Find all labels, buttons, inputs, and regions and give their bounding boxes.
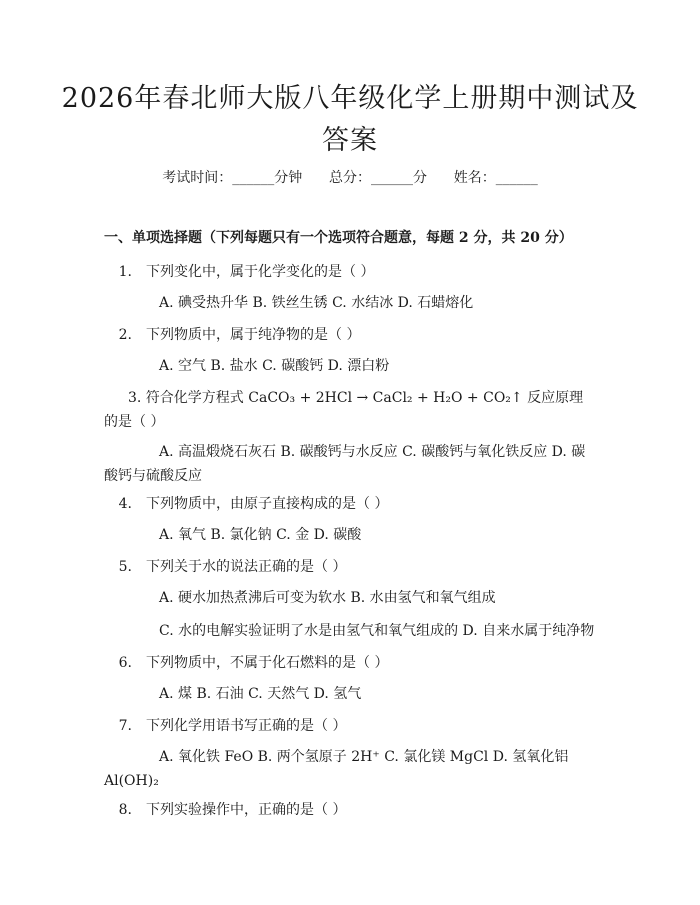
question-3: 3. 符合化学方程式 CaCO₃ + 2HCl → CaCl₂ + H₂O + CO₂↑ 反应原理的是（ ）	[104, 390, 584, 430]
question-7-options: A. 氧化铁 FeO B. 两个氢原子 2H⁺ C. 氯化镁 MgCl D. 氢氧化铝 Al(OH)₂	[104, 749, 569, 789]
question-3-options: A. 高温煅烧石灰石 B. 碳酸钙与水反应 C. 碳酸钙与氧化铁反应 D. 碳酸钙与硫酸反应	[104, 444, 586, 484]
question-2	[104, 325, 360, 345]
question-1-options: A. 碘受热升华 B. 铁丝生锈 C. 水结冰 D. 石蜡熔化	[159, 295, 474, 311]
question-number: 5.	[118, 559, 132, 575]
section-heading: 一、单项选择题（下列每题只有一个选项符合题意，每题 2 分，共 20 分）	[104, 230, 573, 246]
question-4-options: A. 氧气 B. 氯化钠 C. 金 D. 碳酸	[159, 527, 362, 543]
question-1	[104, 262, 374, 282]
question-6-options: A. 煤 B. 石油 C. 天然气 D. 氢气	[159, 686, 362, 702]
question-5-options-2: C. 水的电解实验证明了水是由氢气和氧气组成的 D. 自来水属于纯净物	[159, 623, 595, 639]
question-text: 下列物质中，由原子直接构成的是（ ）	[146, 496, 389, 512]
question-8	[104, 800, 346, 820]
question-number: 1.	[118, 264, 132, 280]
question-text: 下列物质中，不属于化石燃料的是（ ）	[146, 655, 389, 671]
question-number: 2.	[118, 327, 132, 343]
question-text: 下列实验操作中，正确的是（ ）	[146, 802, 347, 818]
question-5-options: A. 硬水加热煮沸后可变为软水 B. 水由氢气和氧气组成	[159, 590, 496, 606]
question-5	[104, 557, 346, 577]
question-text: 下列变化中，属于化学变化的是（ ）	[146, 264, 375, 280]
question-text: 下列物质中，属于纯净物的是（ ）	[146, 327, 361, 343]
question-number: 8.	[118, 802, 132, 818]
question-7	[104, 716, 346, 736]
question-2-options: A. 空气 B. 盐水 C. 碳酸钙 D. 漂白粉	[159, 358, 390, 374]
question-number: 7.	[118, 718, 132, 734]
page-title: 2026年春北师大版八年级化学上册期中测试及答案	[61, 83, 639, 156]
question-4	[104, 494, 388, 514]
question-6	[104, 653, 388, 673]
question-number: 4.	[118, 496, 132, 512]
question-text: 下列关于水的说法正确的是（ ）	[146, 559, 347, 575]
question-number: 6.	[118, 655, 132, 671]
exam-meta-line: 考试时间：______分钟 总分：______分 姓名：______	[162, 170, 538, 186]
question-text: 下列化学用语书写正确的是（ ）	[146, 718, 347, 734]
